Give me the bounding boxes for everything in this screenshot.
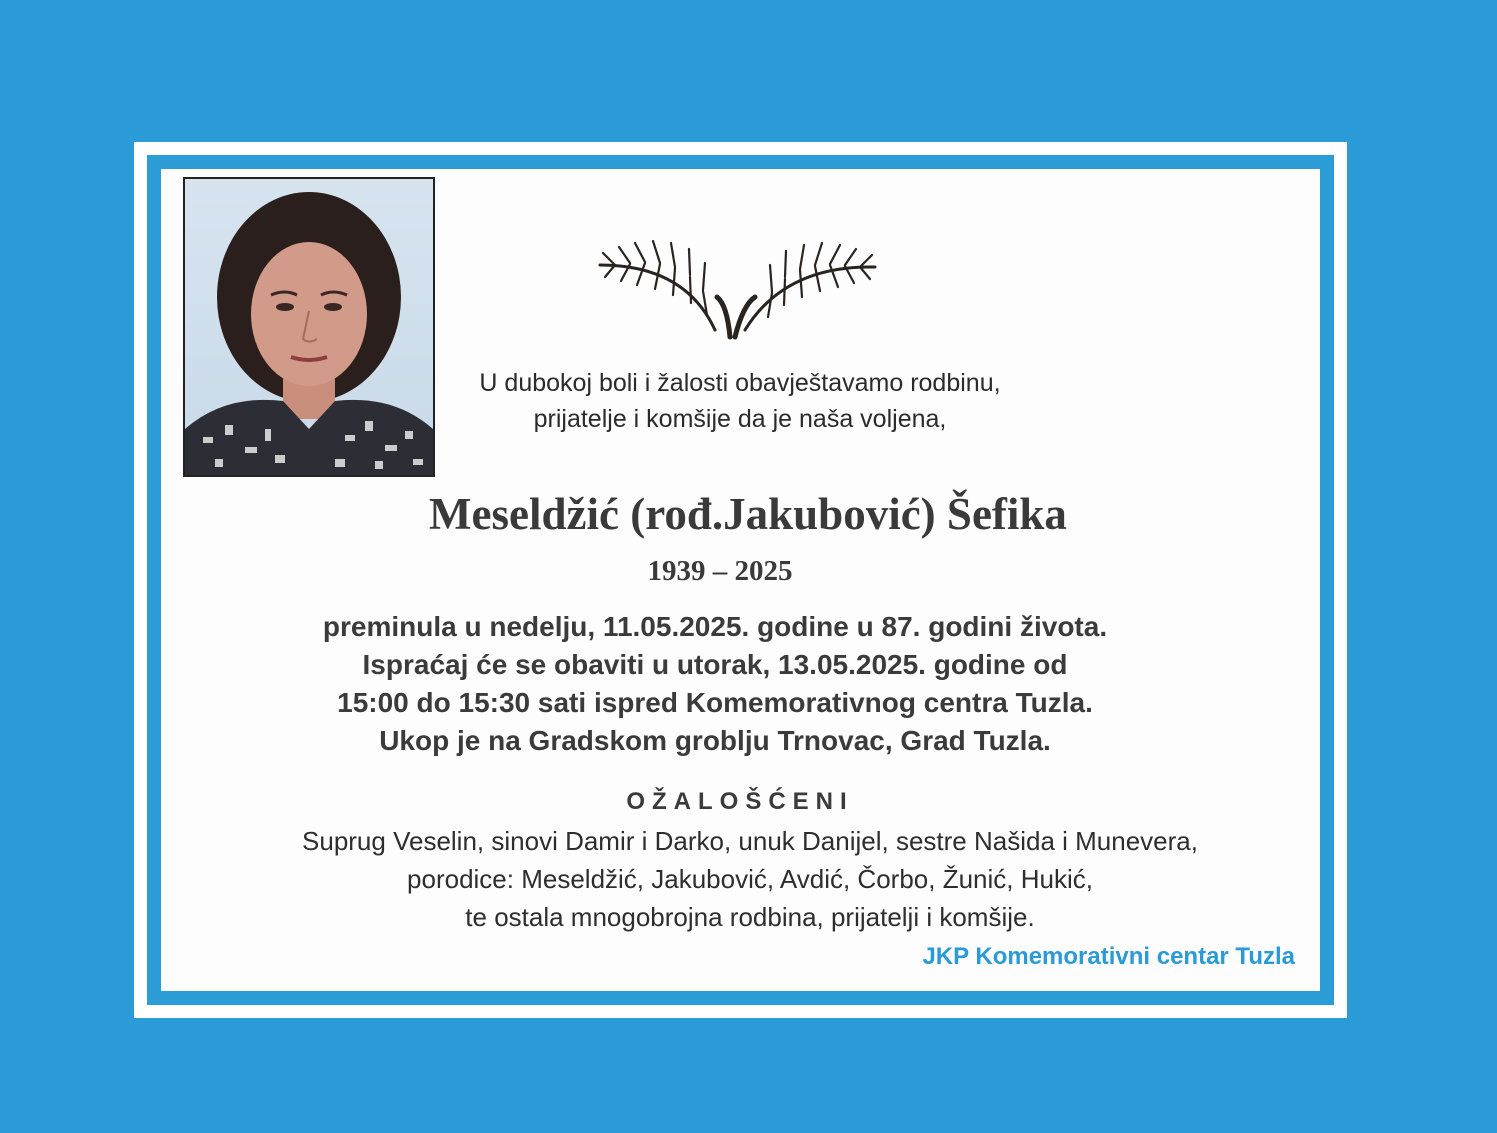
palm-branch-icon: [595, 225, 880, 340]
intro-line-2: prijatelje i komšije da je naša voljena,: [533, 405, 947, 433]
deceased-name-text: Meseldžić (rođ.Jakubović) Šefika: [429, 489, 1067, 539]
mourners-line-1: Suprug Veselin, sinovi Damir i Darko, unuk Danijel, sestre Našida i Munevera,: [302, 826, 1198, 856]
life-years: 1939 – 2025: [647, 555, 793, 587]
intro-text: [420, 365, 1060, 437]
deceased-name: [160, 488, 1320, 540]
funeral-details: [160, 608, 1320, 760]
signature-organization: JKP Komemorativni centar Tuzla: [922, 943, 1295, 970]
mourners-list: [160, 822, 1340, 936]
details-line-2: Ispraćaj će se obaviti u utorak, 13.05.2025. godine od: [362, 649, 1068, 680]
mourners-line-3: te ostala mnogobrojna rodbina, prijatelji i komšije.: [465, 902, 1035, 932]
mourners-heading: OŽALOŠĆENI: [626, 788, 854, 815]
mourners-line-2: porodice: Meseldžić, Jakubović, Avdić, Čorbo, Žunić, Hukić,: [407, 864, 1093, 894]
intro-line-1: U dubokoj boli i žalosti obavještavamo rodbinu,: [479, 369, 1001, 397]
details-line-1: preminula u nedelju, 11.05.2025. godine u 87. godini života.: [322, 611, 1108, 642]
details-line-3: 15:00 do 15:30 sati ispred Komemorativnog centra Tuzla.: [337, 687, 1093, 718]
details-line-4: Ukop je na Gradskom groblju Trnovac, Grad Tuzla.: [379, 725, 1051, 756]
deceased-portrait-photo: [183, 177, 435, 477]
